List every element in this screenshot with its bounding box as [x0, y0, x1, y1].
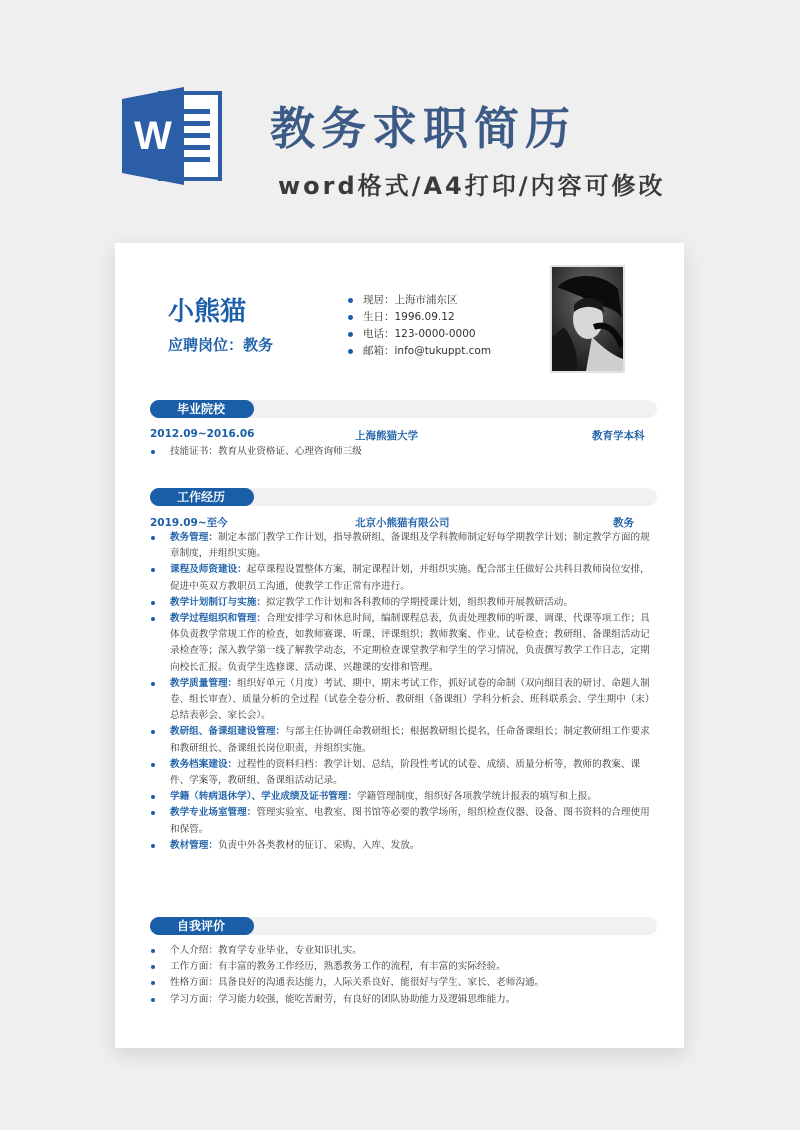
profile-photo [550, 265, 625, 373]
info-phone: 电话：123-0000-0000 [348, 326, 491, 343]
list-item: 个人介绍：教育学专业毕业，专业知识扎实。 [150, 943, 655, 959]
work-items [150, 530, 655, 854]
item-label: 教材管理： [170, 839, 218, 851]
info-residence: 现居：上海市浦东区 [348, 292, 491, 309]
applied-position: 应聘岗位：教务 [168, 336, 274, 354]
item-label: 教务档案建设： [170, 758, 238, 770]
list-item: 性格方面：具备良好的沟通表达能力，人际关系良好，能很好与学生、家长、老师沟通。 [150, 975, 655, 991]
section-title-self-evaluation: 自我评价 [150, 917, 254, 935]
list-item [150, 611, 655, 676]
item-text: 拟定教学工作计划和各科教师的学期授课计划，组织教师开展教研活动。 [265, 596, 573, 608]
word-document-icon [120, 85, 225, 187]
section-bar-education [150, 400, 657, 418]
list-item [150, 562, 655, 594]
item-text: 管理实验室、电教室、图书馆等必要的教学场所，组织检查仪器、设备、图书资料的合理使用和保管。 [170, 807, 650, 835]
item-label: 教研组、备课组建设管理： [170, 726, 286, 738]
education-period: 2012.09~2016.06 [150, 428, 255, 440]
education-row [150, 428, 657, 442]
list-item [150, 838, 655, 854]
section-title-education: 毕业院校 [150, 400, 254, 418]
candidate-name: 小熊猫 [168, 297, 247, 327]
item-label: 学籍（转病退休学）、学业成绩及证书管理： [170, 791, 358, 803]
info-email: 邮箱：info@tukuppt.com [348, 343, 491, 360]
item-text: 过程性的资料归档：教学计划、总结，阶段性考试的试卷、成绩、质量分析等，教师的教案、课件、学案等，教研组、备课组活动记录。 [170, 758, 641, 787]
banner-title: 教务求职简历 [270, 102, 577, 155]
work-row [150, 515, 657, 529]
word-icon-letter: W [134, 114, 172, 158]
item-label: 课程及师资建设： [170, 564, 247, 576]
info-birthday: 生日：1996.09.12 [348, 309, 491, 326]
resume-page [115, 243, 684, 1048]
list-item [150, 595, 655, 611]
list-item [150, 724, 655, 756]
education-school: 上海熊猫大学 [355, 430, 418, 442]
item-text: 负责中外各类教材的征订、采购、入库、发放。 [217, 839, 420, 851]
list-item: 技能证书：教育从业资格证、心理咨询师三级 [150, 444, 655, 460]
education-items [150, 444, 655, 460]
item-label: 教学专业场室管理： [170, 807, 257, 819]
banner-subtitle: word格式/A4打印/内容可修改 [278, 172, 666, 200]
list-item: 工作方面：有丰富的教务工作经历，熟悉教务工作的流程，有丰富的实际经验。 [150, 959, 655, 975]
item-label: 教学计划制订与实施： [170, 596, 266, 608]
section-title-work: 工作经历 [150, 488, 254, 506]
work-role: 教务 [613, 517, 634, 529]
item-label: 教务管理： [170, 532, 218, 543]
contact-info-list [348, 292, 491, 360]
work-period: 2019.09~至今 [150, 517, 228, 529]
education-degree: 教育学本科 [592, 430, 645, 442]
item-label: 教学过程组织和管理： [170, 613, 266, 625]
item-text: 组织好单元（月度）考试、期中、期末考试工作，抓好试卷的命制（双向细目表的研讨、命题人制卷、组长审查）、质量分析的全过程（试卷全卷分析、教研组（备课组）学科分析会、班科联系会、学生期中（末）总结表彰会、家长会）。 [170, 677, 655, 722]
list-item [150, 789, 655, 805]
list-item [150, 757, 655, 789]
section-bar-work [150, 488, 657, 506]
item-text: 学籍管理制度，组织好各项教学统计报表的填写和上报。 [357, 791, 597, 803]
list-item [150, 676, 655, 725]
item-label: 教学质量管理： [170, 677, 238, 689]
item-text: 制定本部门教学工作计划，指导教研组、备课组及学科教师制定好每学期教学计划；制定教学方面的规章制度，并组织实施。 [170, 532, 650, 560]
list-item: 学习方面：学习能力较强，能吃苦耐劳，有良好的团队协助能力及逻辑思维能力。 [150, 992, 655, 1008]
item-text: 起草课程设置整体方案，制定课程计划，并组织实施。配合部主任做好公共科目教师岗位安排，促进中英双方教职员工沟通，使教学工作正常有序进行。 [170, 564, 650, 592]
list-item [150, 805, 655, 837]
item-text: 与部主任协调任命教研组长；根据教研组长提名，任命备课组长；制定教研组工作要求和教研组长、备课组长岗位职责，并组织实施。 [170, 726, 650, 754]
self-evaluation-items [150, 943, 655, 1008]
item-text: 合理安排学习和休息时间，编制课程总表，负责处理教师的听课、调课、代课等项工作；具体负责教学常规工作的检查，如教师赛课、听课、评课组织；教师教案、作业、试卷检查；教研组、备课组活动记录检查等；深入教学第一线了解教学动态，不定期检查课堂教学和学生的学习情况，负责撰写教学工作日志，定期向校长汇报。负责学生选修课、活动课、兴趣课的安排和管理。 [170, 613, 650, 673]
list-item [150, 530, 655, 562]
work-company: 北京小熊猫有限公司 [355, 517, 450, 529]
section-bar-self-evaluation [150, 917, 657, 935]
